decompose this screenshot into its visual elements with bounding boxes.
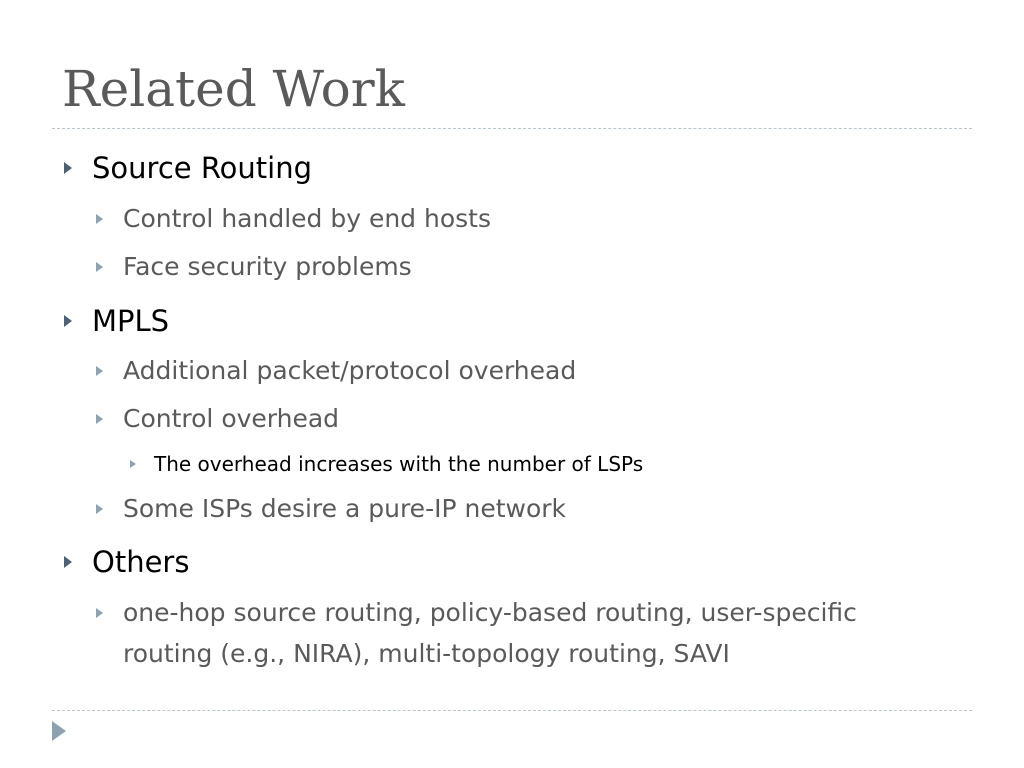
bullet-arrow-icon (96, 262, 103, 272)
bullet-text-line1: one-hop source routing, policy-based routing, user-specific (123, 598, 857, 627)
bullet-arrow-icon (96, 414, 103, 424)
bullet-arrow-icon (96, 214, 103, 224)
bullet-arrow-icon (96, 608, 103, 618)
bullet-text-line2: routing (e.g., NIRA), multi-topology routing, SAVI (123, 639, 730, 668)
bullet-arrow-icon (96, 366, 103, 376)
play-arrow-icon (52, 721, 66, 741)
bullet-text: Control handled by end hosts (123, 204, 491, 233)
bullet-text: Source Routing (92, 151, 313, 185)
bullet-text: Face security problems (123, 252, 412, 281)
bullet-text: Additional packet/protocol overhead (123, 356, 577, 385)
bullet-arrow-icon (96, 504, 103, 514)
bullet-arrow-icon (64, 556, 72, 568)
slide-title: Related Work (62, 60, 405, 118)
bullet-text: Some ISPs desire a pure-IP network (123, 494, 567, 523)
bullet-text: Others (92, 545, 190, 579)
bullet-arrow-icon (64, 162, 72, 174)
title-divider (52, 128, 972, 129)
bullet-arrow-icon (64, 315, 72, 327)
bullet-text: MPLS (92, 304, 170, 338)
footer-divider (52, 710, 972, 711)
bullet-text: Control overhead (123, 404, 340, 433)
bullet-arrow-icon (130, 460, 136, 468)
bullet-text: The overhead increases with the number of LSPs (154, 452, 644, 476)
